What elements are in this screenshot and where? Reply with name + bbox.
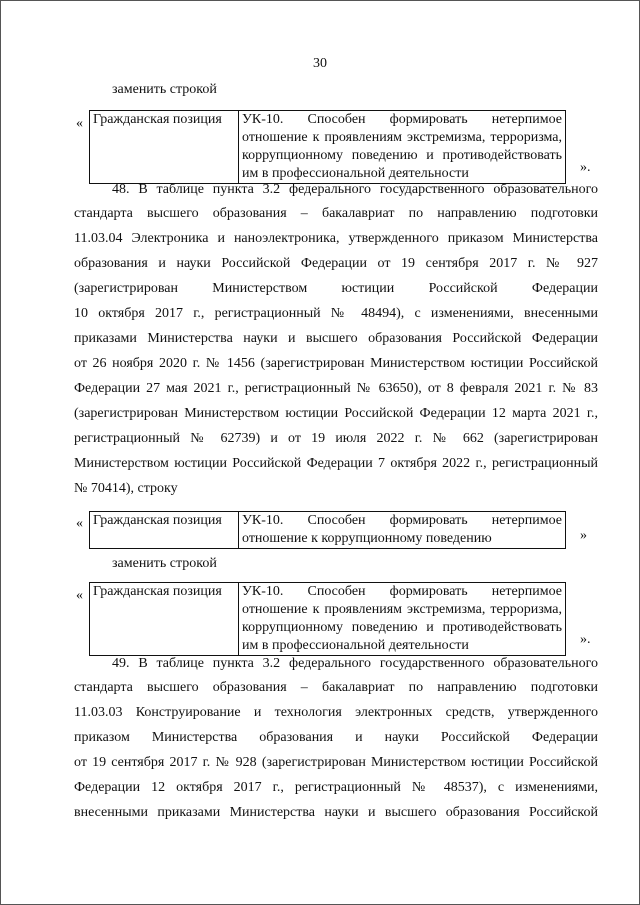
paragraph-line: 11.03.04 Электроника и наноэлектроника, утвержденного приказом Министерства <box>74 231 598 246</box>
paragraph-line: стандарта высшего образования – бакалавриат по направлению подготовки <box>74 680 598 695</box>
competency-line: УК-10. Способен формировать нетерпимое <box>242 513 562 528</box>
paragraph-line: (зарегистрирован Министерством юстиции Российской Федерации <box>74 281 598 296</box>
competency-line: коррупционному поведению и противодействовать <box>242 620 562 635</box>
competency-category-cell <box>90 111 239 184</box>
paragraph-line: 10 октября 2017 г., регистрационный № 48494), с изменениями, внесенными <box>74 306 598 321</box>
replace-instruction-1: заменить строкой <box>112 82 217 97</box>
competency-category-cell <box>90 583 239 656</box>
competency-table-2 <box>89 511 566 549</box>
paragraph-line: внесенными приказами Министерства науки и высшего образования Российской <box>74 805 598 820</box>
competency-category: Гражданская позиция <box>93 112 222 127</box>
table-row <box>90 583 566 656</box>
page-number: 30 <box>313 56 327 71</box>
paragraph-line: Федерации 27 мая 2021 г., регистрационный № 63650), от 8 февраля 2021 г. № 83 <box>74 381 598 396</box>
close-quote-1: ». <box>580 160 591 175</box>
open-quote-3: « <box>76 588 83 603</box>
competency-table-1 <box>89 110 566 184</box>
close-quote-2: » <box>580 528 587 543</box>
paragraph-line: стандарта высшего образования – бакалавриат по направлению подготовки <box>74 206 598 221</box>
paragraph-line: от 26 ноября 2020 г. № 1456 (зарегистрирован Министерством юстиции Российской <box>74 356 598 371</box>
competency-category-cell <box>90 512 239 549</box>
paragraph-line: приказами Министерства науки и высшего образования Российской Федерации <box>74 331 598 346</box>
competency-category: Гражданская позиция <box>93 513 222 528</box>
paragraph-line: Федерации 12 октября 2017 г., регистрационный № 48537), с изменениями, <box>74 780 598 795</box>
competency-category: Гражданская позиция <box>93 584 222 599</box>
paragraph-line: Министерством юстиции Российской Федерации 7 октября 2022 г., регистрационный <box>74 456 598 471</box>
table-row <box>90 512 566 549</box>
paragraph-line: № 70414), строку <box>74 481 178 496</box>
paragraph-line: 48. В таблице пункта 3.2 федерального государственного образовательного <box>112 182 598 197</box>
competency-line: коррупционному поведению и противодействовать <box>242 148 562 163</box>
competency-line: УК-10. Способен формировать нетерпимое <box>242 584 562 599</box>
close-quote-3: ». <box>580 632 591 647</box>
competency-line: отношение к коррупционному поведению <box>242 531 492 546</box>
competency-description-cell <box>239 512 566 549</box>
replace-instruction-2: заменить строкой <box>112 556 217 571</box>
paragraph-line: (зарегистрирован Министерством юстиции Российской Федерации 12 марта 2021 г., <box>74 406 598 421</box>
paragraph-line: 11.03.03 Конструирование и технология электронных средств, утвержденного <box>74 705 598 720</box>
competency-line: отношение к проявлениям экстремизма, терроризма, <box>242 602 562 617</box>
competency-line: УК-10. Способен формировать нетерпимое <box>242 112 562 127</box>
paragraph-line: приказом Министерства образования и науки Российской Федерации <box>74 730 598 745</box>
paragraph-line: регистрационный № 62739) и от 19 июля 2022 г. № 662 (зарегистрирован <box>74 431 598 446</box>
paragraph-line: образования и науки Российской Федерации от 19 сентября 2017 г. № 927 <box>74 256 598 271</box>
table-row <box>90 111 566 184</box>
competency-description-cell <box>239 111 566 184</box>
competency-table-3 <box>89 582 566 656</box>
open-quote-1: « <box>76 116 83 131</box>
competency-line: им в профессиональной деятельности <box>242 638 469 653</box>
competency-line: им в профессиональной деятельности <box>242 166 469 181</box>
competency-description-cell <box>239 583 566 656</box>
competency-line: отношение к проявлениям экстремизма, терроризма, <box>242 130 562 145</box>
open-quote-2: « <box>76 516 83 531</box>
paragraph-line: от 19 сентября 2017 г. № 928 (зарегистрирован Министерством юстиции Российской <box>74 755 598 770</box>
paragraph-line: 49. В таблице пункта 3.2 федерального государственного образовательного <box>112 656 598 671</box>
